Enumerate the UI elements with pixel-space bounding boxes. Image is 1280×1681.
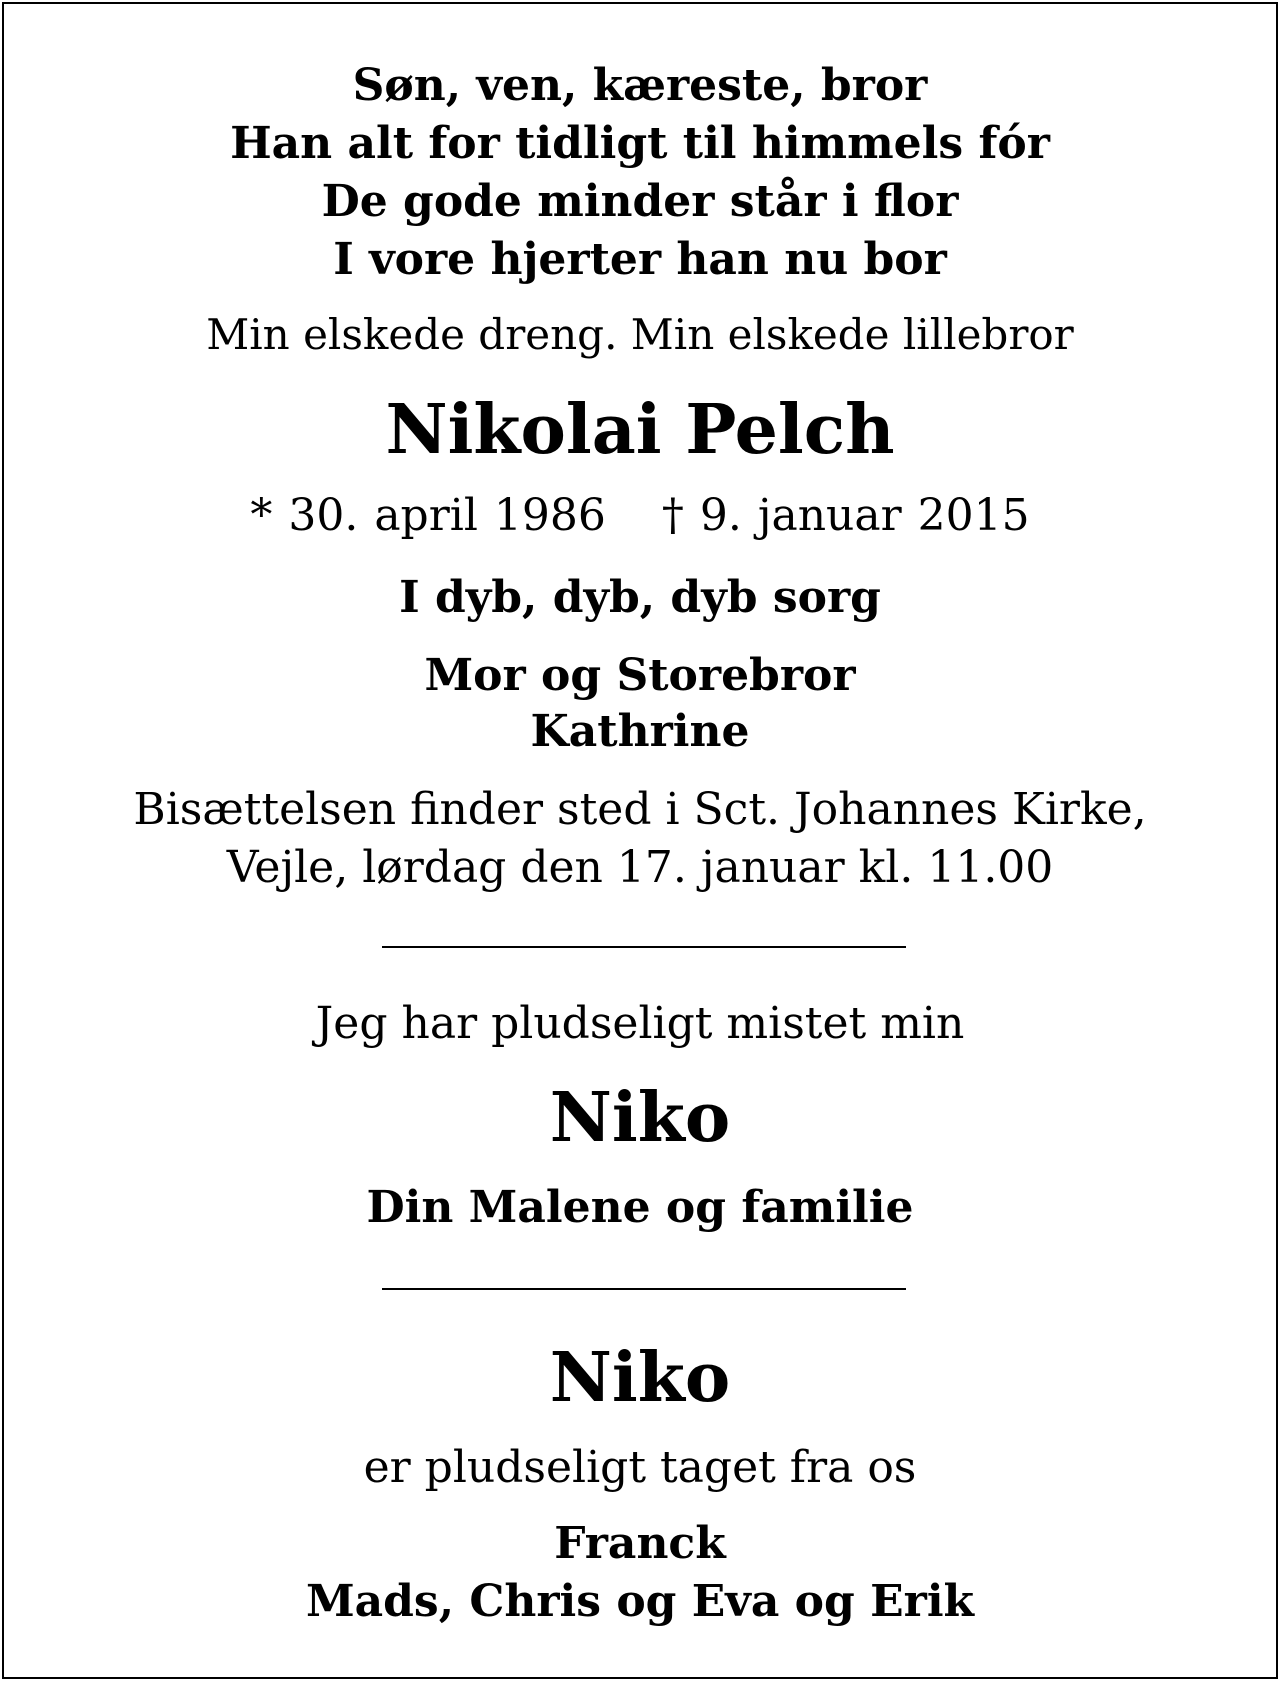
intro-line: Min elskede dreng. Min elskede lillebror	[206, 310, 1074, 359]
divider-2	[382, 1288, 906, 1290]
poem-line-1: Søn, ven, kæreste, bror	[352, 60, 928, 111]
notice2-intro: Jeg har pludseligt mistet min	[315, 998, 965, 1049]
poem-line-4: I vore hjerter han nu bor	[333, 234, 947, 285]
notice3-signature-1: Franck	[554, 1518, 726, 1569]
notice3-name: Niko	[549, 1338, 731, 1418]
mourners-line-1: Mor og Storebror	[424, 650, 856, 701]
divider-1	[382, 946, 906, 948]
birth-date: * 30. april 1986	[250, 490, 606, 541]
death-date: † 9. januar 2015	[661, 490, 1030, 541]
notice2-signature: Din Malene og familie	[366, 1182, 914, 1233]
mourners-line-2: Kathrine	[530, 706, 750, 757]
notice3-signature-2: Mads, Chris og Eva og Erik	[305, 1576, 975, 1627]
notice2-name: Niko	[549, 1078, 731, 1158]
funeral-line-2: Vejle, lørdag den 17. januar kl. 11.00	[226, 842, 1054, 893]
deceased-name: Nikolai Pelch	[385, 390, 895, 470]
funeral-line-1: Bisættelsen finder sted i Sct. Johannes Kirke,	[133, 784, 1147, 835]
grief-line: I dyb, dyb, dyb sorg	[399, 572, 881, 623]
obituary-frame	[2, 2, 1278, 1679]
poem-line-3: De gode minder står i flor	[321, 176, 959, 227]
notice3-text: er pludseligt taget fra os	[363, 1442, 917, 1493]
poem-line-2: Han alt for tidligt til himmels fór	[230, 118, 1050, 169]
life-dates	[4, 490, 1276, 541]
